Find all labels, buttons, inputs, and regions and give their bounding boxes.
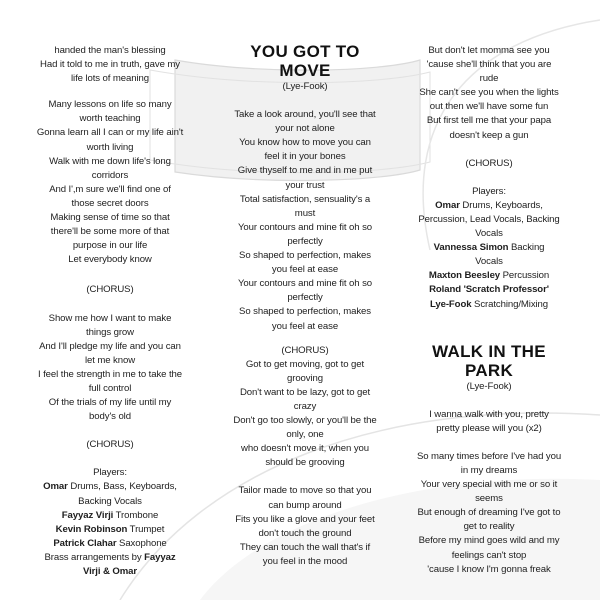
lyric-line: worth teaching xyxy=(79,113,141,125)
player-credit xyxy=(10,523,210,537)
lyric-line: there'll be some more of that xyxy=(50,226,170,238)
lyric-line: 'cause she'll think that you are xyxy=(426,59,552,71)
player-role: Percussion xyxy=(500,270,550,282)
lyric-line: full control xyxy=(88,382,132,394)
lyric-line: worth living xyxy=(86,141,134,153)
player-role: Drums, Bass, Keyboards, xyxy=(67,481,177,493)
player-name: Kevin Robinson xyxy=(55,523,128,535)
lyric-line: Let everybody know xyxy=(68,254,152,266)
lyric-line: corridors xyxy=(91,169,129,181)
player-name: Patrick Clahar xyxy=(53,537,117,549)
songwriter-credit: (Lye-Fook) xyxy=(282,81,328,92)
verse-block xyxy=(388,44,590,143)
player-credit xyxy=(388,199,590,213)
lyric-line: in my dreams xyxy=(460,464,518,476)
player-name: Lye-Fook xyxy=(429,298,472,310)
lyric-line: So shaped to perfection, makes xyxy=(239,250,371,262)
lyric-line: perfectly xyxy=(287,235,323,247)
songwriter-credit: (Lye-Fook) xyxy=(466,380,512,392)
lyric-line: you feel at ease xyxy=(271,320,339,332)
player-credit xyxy=(388,227,590,241)
verse-block xyxy=(10,312,210,425)
verse-block xyxy=(10,98,210,267)
player-credit xyxy=(10,509,210,523)
lyric-line: Gonna learn all I can or my life ain't xyxy=(36,127,184,139)
lyric-line: your trust xyxy=(285,179,325,191)
lyrics-column-middle xyxy=(210,0,400,569)
verse-block xyxy=(210,358,400,471)
lyric-line: handed the man's blessing xyxy=(54,45,166,56)
song-title: MOVE xyxy=(279,61,331,80)
lyric-line: Of the trials of my life until my xyxy=(48,397,172,409)
player-name: Maxton Beesley xyxy=(428,270,501,282)
lyric-line: you feel at ease xyxy=(271,264,339,276)
player-name: Fayyaz Virji xyxy=(61,509,114,521)
lyrics-column-left xyxy=(10,0,210,579)
lyric-line: get to reality xyxy=(463,521,515,533)
player-credit xyxy=(388,283,590,297)
lyric-line: perfectly xyxy=(287,292,323,304)
player-role: Percussion, Lead Vocals, Backing xyxy=(418,213,560,225)
lyric-line: let me know xyxy=(84,354,136,366)
player-role: Vocals xyxy=(475,228,503,240)
lyric-line: Your contours and mine fit oh so xyxy=(237,278,373,290)
players-label: Players: xyxy=(93,467,127,479)
chorus-marker: (CHORUS) xyxy=(86,284,134,296)
lyric-line: Don't go too slowly, or you'll be the xyxy=(233,415,377,427)
lyric-line: out then we'll have some fun xyxy=(429,101,549,113)
lyric-line: purpose in our life xyxy=(72,240,148,252)
chorus-marker: (CHORUS) xyxy=(86,439,134,451)
player-name: Omar xyxy=(435,199,460,211)
player-name: Roland 'Scratch Professor' xyxy=(429,284,549,296)
player-credit xyxy=(10,480,210,494)
lyric-line: You know how to move you can xyxy=(239,137,371,149)
lyric-line: grooving xyxy=(286,372,323,384)
lyric-line: you feel in the mood xyxy=(262,555,348,567)
verse-block xyxy=(10,44,210,86)
lyric-line: Tailor made to move so that you xyxy=(238,485,372,497)
lyric-line: Your contours and mine fit oh so xyxy=(237,221,373,233)
lyric-line: don't touch the ground xyxy=(258,527,352,539)
lyric-line: And I',m sure we'll find one of xyxy=(49,183,171,195)
player-credit xyxy=(388,213,590,227)
song-title: WALK IN THE xyxy=(432,341,546,361)
lyric-line: She can't see you when the lights xyxy=(419,87,559,99)
player-role: Trombone xyxy=(113,509,159,521)
lyric-line: body's old xyxy=(89,411,131,423)
player-role: Trumpet xyxy=(127,523,165,535)
lyric-line: But first tell me that your papa xyxy=(426,115,552,127)
verse-block xyxy=(388,408,590,436)
lyric-line: So shaped to perfection, makes xyxy=(239,306,371,318)
lyric-line: rude xyxy=(479,73,499,85)
lyric-line: Walk with me down life's long xyxy=(49,155,171,167)
player-credit xyxy=(10,537,210,551)
verse-block xyxy=(388,450,590,577)
lyric-line: can bump around xyxy=(268,499,342,511)
lyric-line: pretty please will you (x2) xyxy=(436,422,542,434)
player-credit xyxy=(388,241,590,255)
player-name: Vannessa Simon xyxy=(433,242,509,254)
player-role: Backing Vocals xyxy=(78,495,142,507)
player-role: Backing xyxy=(508,242,545,254)
lyric-line: crazy xyxy=(293,400,317,412)
lyric-line: But don't let momma see you xyxy=(428,45,550,56)
lyric-line: And I'll pledge my life and you can xyxy=(39,340,181,352)
player-name: Omar xyxy=(43,481,68,493)
lyric-line: things grow xyxy=(86,326,134,338)
chorus-marker: (CHORUS) xyxy=(465,157,513,169)
song-title: PARK xyxy=(464,360,514,380)
lyric-line: Show me how I want to make xyxy=(48,312,172,324)
player-credit xyxy=(388,255,590,269)
lyric-line: So many times before I've had you xyxy=(416,450,562,462)
player-credit xyxy=(10,495,210,509)
players-label: Players: xyxy=(472,185,506,197)
verse-block xyxy=(210,484,400,569)
lyric-line: your not alone xyxy=(275,123,335,135)
lyric-line: those secret doors xyxy=(71,197,149,209)
verse-block xyxy=(210,108,400,334)
lyric-line: who doesn't move it, when you xyxy=(241,443,369,455)
player-role: Drums, Keyboards, xyxy=(459,199,543,211)
players-list xyxy=(388,199,590,312)
lyric-line: I feel the strength in me to take the xyxy=(37,368,183,380)
players-list xyxy=(10,480,210,550)
player-credit xyxy=(388,298,590,312)
lyric-line: Before my mind goes wild and my xyxy=(418,535,560,547)
player-role: Saxophone xyxy=(116,537,167,549)
brass-credit-names: Virji & Omar xyxy=(82,566,138,577)
player-credit xyxy=(388,269,590,283)
lyric-line: Making sense of time so that xyxy=(50,212,170,224)
lyric-line: should be grooving xyxy=(265,457,345,469)
lyric-line: But enough of dreaming I've got to xyxy=(417,507,561,519)
lyric-line: feelings can't stop xyxy=(451,549,527,561)
lyric-line: I wanna walk with you, pretty xyxy=(429,408,549,420)
lyric-line: 'cause I know I'm gonna freak xyxy=(427,563,551,575)
lyric-line: Had it told to me in truth, gave my xyxy=(40,59,180,71)
lyric-line: Give thyself to me and in me put xyxy=(237,165,373,177)
lyric-line: Many lessons on life so many xyxy=(48,99,172,111)
lyric-line: doesn't keep a gun xyxy=(449,129,529,141)
lyric-line: They can touch the wall that's if xyxy=(239,541,371,553)
lyric-line: life lots of meaning xyxy=(71,73,149,85)
lyric-line: Your very special with me or so it xyxy=(420,479,558,491)
lyric-line: Fits you like a glove and your feet xyxy=(235,513,375,525)
lyric-line: only, one xyxy=(286,429,324,441)
lyric-line: seems xyxy=(475,493,503,505)
lyric-line: Total satisfaction, sensuality's a xyxy=(239,193,371,205)
lyric-line: Don't want to be lazy, got to get xyxy=(239,386,371,398)
song-title: YOU GOT TO xyxy=(250,42,360,61)
lyric-line: feel it in your bones xyxy=(264,151,346,163)
lyrics-column-right xyxy=(388,0,590,577)
lyric-line: must xyxy=(294,207,316,219)
lyric-line: Take a look around, you'll see that xyxy=(234,109,376,121)
player-role: Scratching/Mixing xyxy=(471,298,549,310)
chorus-marker: (CHORUS) xyxy=(281,344,329,356)
brass-credit: Brass arrangements by Fayyaz xyxy=(44,551,176,563)
player-role: Vocals xyxy=(475,256,503,268)
lyric-line: Got to get moving, got to get xyxy=(245,358,365,370)
